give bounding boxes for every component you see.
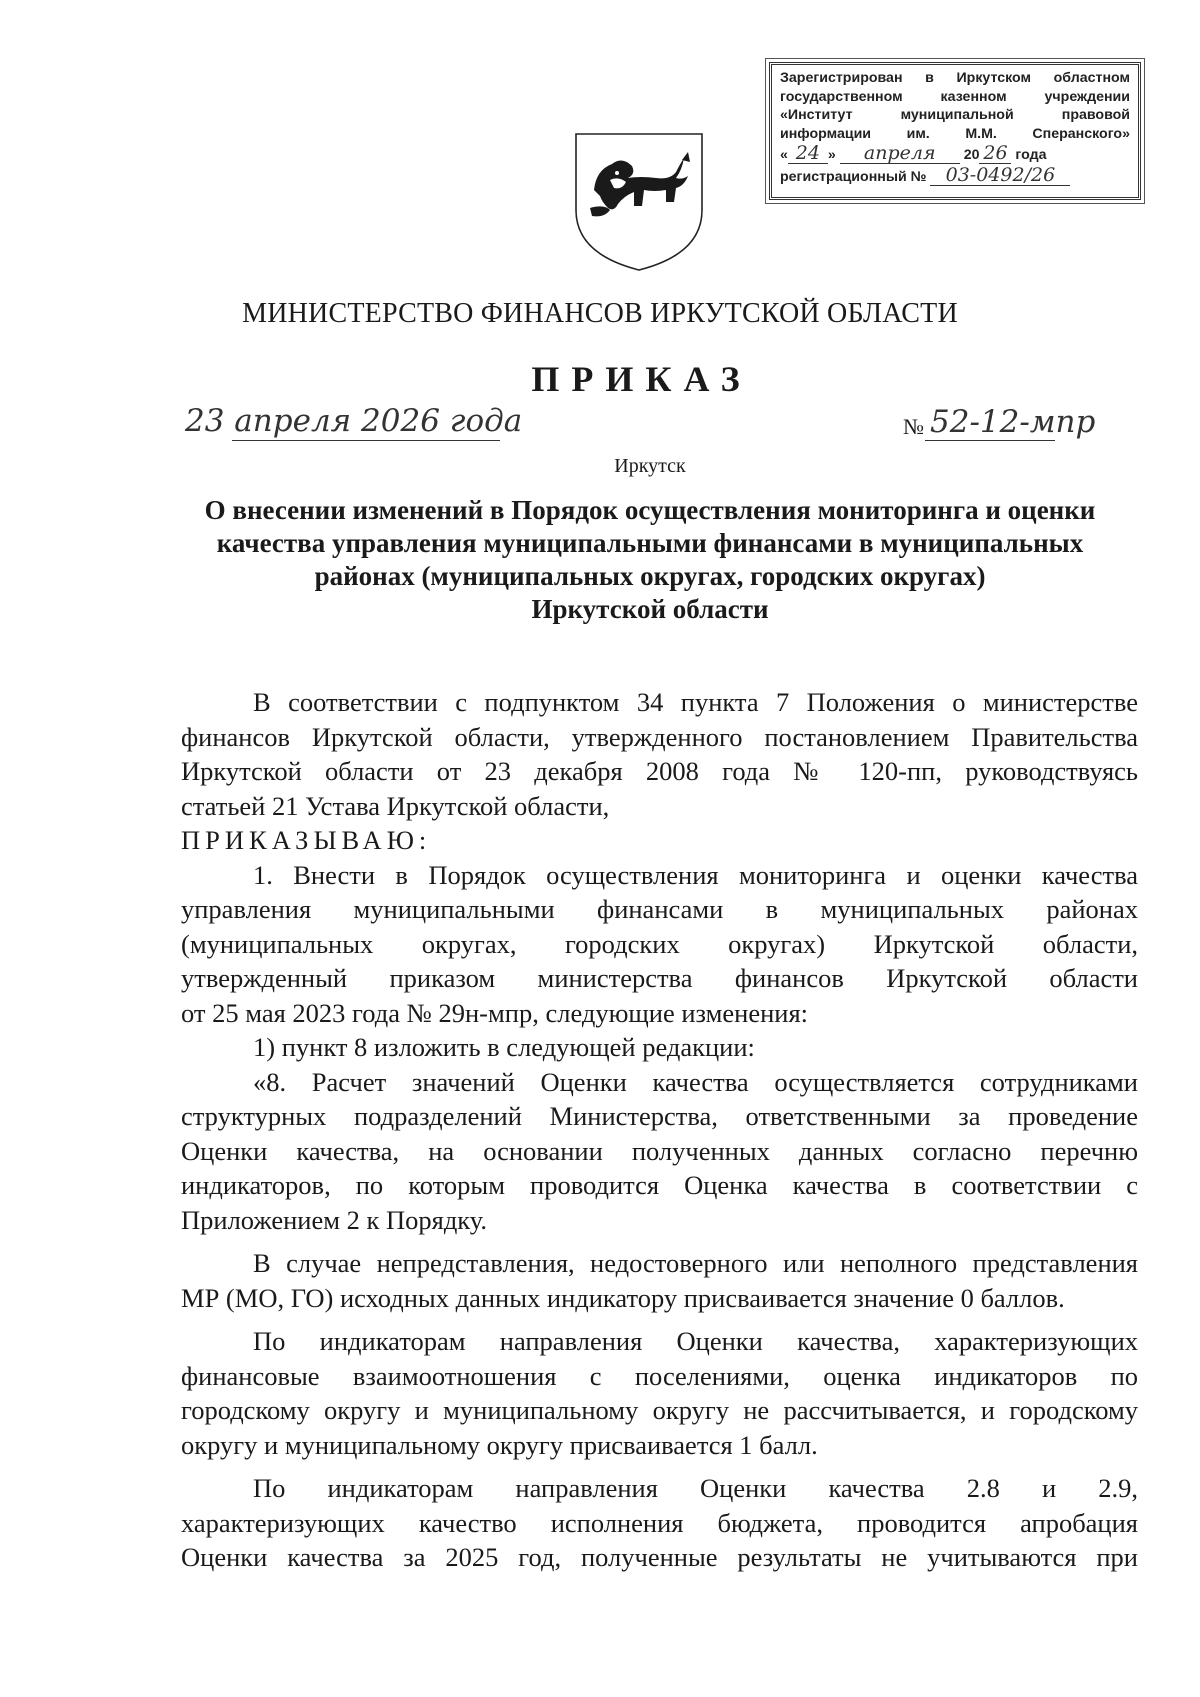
text-line: городскому округу и муниципальному округу не рассчитывается, и городскому xyxy=(181,1395,1138,1425)
text-line: Оценки качества, на основании полученных данных согласно перечню xyxy=(181,1135,1138,1166)
title-line: районах (муниципальных округах, городских округах) xyxy=(314,561,986,591)
date-underline xyxy=(232,440,500,441)
text-line: По индикаторам направления Оценки качества 2.8 и 2.9, xyxy=(253,1473,1138,1503)
text-line: «8. Расчет значений Оценки качества осуществляется сотрудниками xyxy=(253,1066,1138,1097)
text-line: финансовые взаимоотношения с поселениями, оценка индикаторов по xyxy=(181,1360,1138,1391)
order-title xyxy=(150,494,1150,626)
stamp-line: Зарегистрирован в Иркутском областном xyxy=(780,70,1130,86)
city: Иркутск xyxy=(614,455,686,477)
stamp-line: «Институт муниципальной правовой xyxy=(780,107,1130,123)
text-line: (муниципальных округах, городских округах) Иркутской области, xyxy=(181,928,1138,959)
text-line: характеризующих качество исполнения бюджета, проводится апробация xyxy=(181,1507,1138,1538)
text-line: Приложением 2 к Порядку. xyxy=(181,1204,488,1235)
order-body xyxy=(181,685,1138,1575)
text-line: Оценки качества за 2025 год, полученные результаты не учитываются при xyxy=(181,1542,1138,1572)
text-line: В соответствии с подпунктом 34 пункта 7 Положения о министерстве xyxy=(253,687,1138,717)
order-word: ПРИКАЗЫВАЮ: xyxy=(181,825,432,855)
ministry-name: МИНИСТЕРСТВО ФИНАНСОВ ИРКУТСКОЙ ОБЛАСТИ xyxy=(242,298,958,329)
stamp-month: апреля xyxy=(840,143,960,164)
title-line: Иркутской области xyxy=(531,594,769,624)
stamp-day: 24 xyxy=(788,143,828,164)
text-line: от 25 мая 2023 года № 29н-мпр, следующие изменения: xyxy=(181,997,809,1028)
text-line: округу и муниципальному округу присваивается 1 балл. xyxy=(181,1429,818,1460)
text-line: управления муниципальными финансами в муниципальных районах xyxy=(181,894,1138,924)
coat-of-arms-icon xyxy=(570,126,708,274)
text-line: 1. Внести в Порядок осуществления мониторинга и оценки качества xyxy=(253,859,1138,890)
text-line: Иркутской области от 23 декабря 2008 года № 120-пп, руководствуясь xyxy=(181,756,1138,786)
text-line: статьей 21 Устава Иркутской области, xyxy=(181,790,610,821)
title-line: О внесении изменений в Порядок осуществления мониторинга и оценки xyxy=(204,495,1096,525)
text-line: структурных подразделений Министерства, ответственными за проведение xyxy=(181,1101,1138,1131)
text-line: МР (МО, ГО) исходных данных индикатору присваивается значение 0 баллов. xyxy=(181,1282,1065,1313)
text-line: утвержденный приказом министерства финансов Иркутской области xyxy=(181,963,1138,993)
text-line: 1) пункт 8 изложить в следующей редакции: xyxy=(253,1032,755,1062)
stamp-reg-line xyxy=(780,165,1130,187)
stamp-year: 26 xyxy=(979,143,1011,164)
stamp-line: государственном казенном учреждении xyxy=(780,88,1130,105)
text-line: По индикаторам направления Оценки качества, характеризующих xyxy=(253,1326,1138,1356)
text-line: В случае непредставления, недостоверного или неполного представления xyxy=(253,1248,1138,1278)
order-number: 52-12-мпр xyxy=(930,404,1096,440)
text-line: индикаторов, по которым проводится Оценка качества в соответствии с xyxy=(181,1170,1138,1200)
title-line: качества управления муниципальными финансами в муниципальных xyxy=(216,528,1084,558)
stamp-line: информации им. М.М. Сперанского» xyxy=(780,125,1130,142)
stamp-date: « 24 » апреля 20 26 года xyxy=(780,142,1047,164)
stamp-reg-number: 03-0492/26 xyxy=(930,165,1070,186)
document-type: ПРИКАЗ xyxy=(531,359,752,399)
number-underline xyxy=(925,440,1055,441)
stamp-reg-label: регистрационный № xyxy=(780,168,927,185)
order-date: 23 апреля 2026 года xyxy=(185,403,523,439)
text-line: финансов Иркутской области, утвержденного постановлением Правительства xyxy=(181,721,1138,752)
number-label: № xyxy=(903,414,924,439)
registration-stamp xyxy=(769,62,1141,200)
